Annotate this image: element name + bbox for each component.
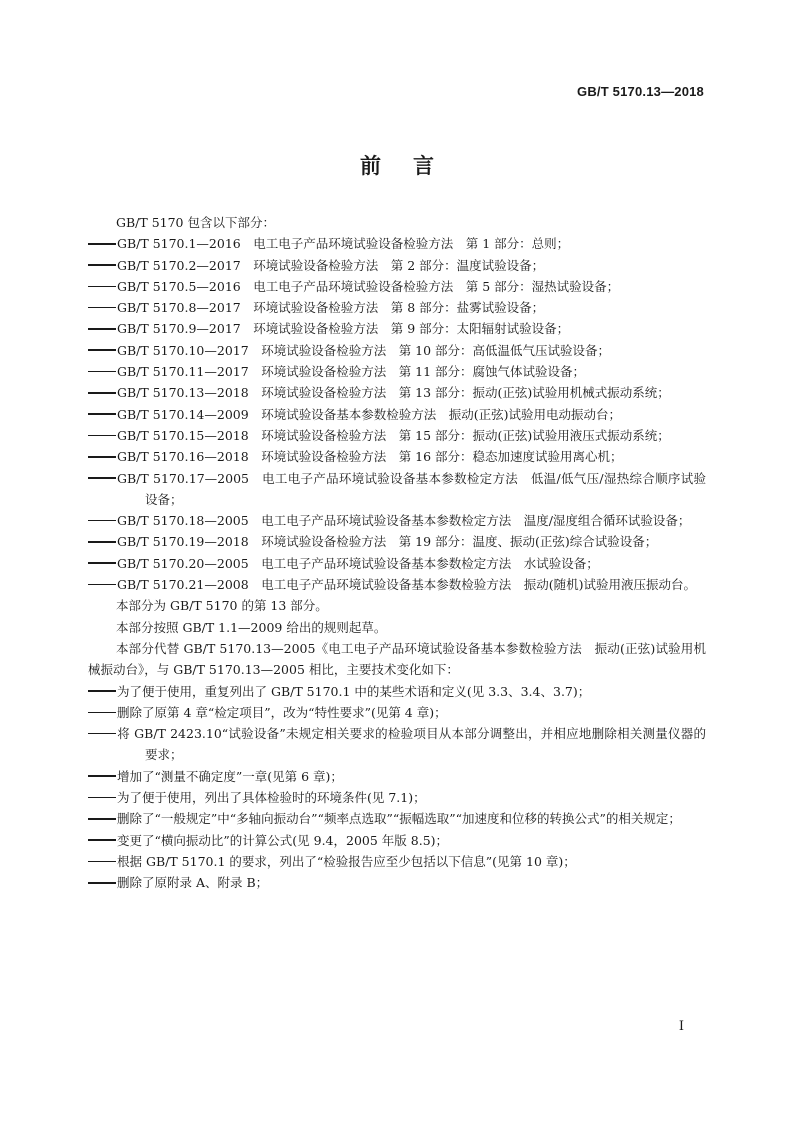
dash-marker — [88, 553, 117, 574]
parts-list-item — [88, 574, 706, 595]
part-text: GB/T 5170.10—2017 环境试验设备检验方法 第 10 部分：高低温低气压试验设备； — [117, 342, 611, 358]
page-title: 前言 — [360, 154, 466, 178]
change-text: 删除了“一般规定”中“多轴向振动台”“频率点选取”“振幅选取”“加速度和位移的转换公式”的相关规定； — [117, 811, 681, 827]
dash-marker — [88, 318, 117, 339]
change-text: 删除了原第 4 章“检定项目”，改为“特性要求”(见第 4 章)； — [117, 704, 447, 720]
change-text: 增加了“测量不确定度”一章(见第 6 章)； — [117, 768, 343, 784]
change-list-item — [88, 872, 706, 893]
change-text: 变更了“横向振动比”的计算公式(见 9.4，2005 年版 8.5)； — [117, 832, 449, 848]
change-list-item — [88, 830, 706, 851]
dash-marker — [88, 872, 117, 893]
change-text: 为了便于使用，重复列出了 GB/T 5170.1 中的某些术语和定义(见 3.3、3.4、3.7)； — [117, 683, 591, 699]
parts-list-item — [88, 446, 706, 467]
statement-replace: 本部分代替 GB/T 5170.13—2005《电工电子产品环境试验设备基本参数检验方法 振动(正弦)试验用机械振动台》，与 GB/T 5170.13—2005 相比，主要技术变化如下： — [88, 640, 706, 678]
part-text: GB/T 5170.2—2017 环境试验设备检验方法 第 2 部分：温度试验设备； — [117, 257, 545, 273]
parts-list-item — [88, 361, 706, 382]
change-text: 将 GB/T 2423.10“试验设备”未规定相关要求的检验项目从本部分调整出，并相应地删除相关测量仪器的要求； — [117, 726, 706, 763]
statement-part: 本部分为 GB/T 5170 的第 13 部分。 — [116, 598, 328, 614]
changes-list — [88, 681, 706, 894]
parts-list-item — [88, 297, 706, 318]
dash-marker — [88, 787, 117, 808]
change-list-item — [88, 702, 706, 723]
dash-marker — [88, 382, 117, 403]
parts-list-item — [88, 255, 706, 276]
standard-code: GB/T 5170.13—2018 — [577, 84, 704, 99]
part-text: GB/T 5170.20—2005 电工电子产品环境试验设备基本参数检定方法 水试验设备； — [117, 555, 599, 571]
part-text: GB/T 5170.17—2005 电工电子产品环境试验设备基本参数检定方法 低温/低气压/湿热综合顺序试验设备； — [117, 470, 706, 507]
part-text: GB/T 5170.19—2018 环境试验设备检验方法 第 19 部分：温度、振动(正弦)综合试验设备； — [117, 534, 658, 550]
parts-list-item — [88, 233, 706, 254]
dash-marker — [88, 276, 117, 297]
part-text: GB/T 5170.18—2005 电工电子产品环境试验设备基本参数检定方法 温度/湿度组合循环试验设备； — [117, 513, 691, 529]
parts-list-item — [88, 468, 706, 511]
part-text: GB/T 5170.15—2018 环境试验设备检验方法 第 15 部分：振动(正弦)试验用液压式振动系统； — [117, 427, 670, 443]
dash-marker — [88, 830, 117, 851]
change-list-item — [88, 851, 706, 872]
dash-marker — [88, 574, 117, 595]
parts-list-item — [88, 382, 706, 403]
dash-marker — [88, 233, 117, 254]
part-text: GB/T 5170.11—2017 环境试验设备检验方法 第 11 部分：腐蚀气体试验设备； — [117, 364, 586, 380]
dash-marker — [88, 404, 117, 425]
parts-list — [88, 233, 706, 595]
part-text: GB/T 5170.14—2009 环境试验设备基本参数检验方法 振动(正弦)试验用电动振动台； — [117, 406, 621, 422]
change-list-item — [88, 723, 706, 766]
part-text: GB/T 5170.13—2018 环境试验设备检验方法 第 13 部分：振动(正弦)试验用机械式振动系统； — [117, 385, 670, 401]
parts-list-item — [88, 531, 706, 552]
dash-marker — [88, 446, 117, 467]
part-text: GB/T 5170.21—2008 电工电子产品环境试验设备基本参数检验方法 振动(随机)试验用液压振动台。 — [117, 577, 696, 593]
dash-marker — [88, 468, 117, 489]
dash-marker — [88, 297, 117, 318]
dash-marker — [88, 340, 117, 361]
dash-marker — [88, 723, 117, 744]
dash-marker — [88, 766, 117, 787]
dash-marker — [88, 851, 117, 872]
foreword-body — [88, 212, 706, 894]
change-list-item — [88, 766, 706, 787]
statement-rules: 本部分按照 GB/T 1.1—2009 给出的规则起草。 — [116, 619, 387, 635]
intro-paragraph: GB/T 5170 包含以下部分： — [116, 215, 275, 230]
page-number: I — [678, 1019, 684, 1034]
parts-list-item — [88, 276, 706, 297]
part-text: GB/T 5170.16—2018 环境试验设备检验方法 第 16 部分：稳态加速度试验用离心机； — [117, 449, 623, 465]
parts-list-item — [88, 340, 706, 361]
dash-marker — [88, 510, 117, 531]
change-text: 根据 GB/T 5170.1 的要求，列出了“检验报告应至少包括以下信息”(见第 10 章)； — [117, 853, 576, 869]
dash-marker — [88, 361, 117, 382]
parts-list-item — [88, 425, 706, 446]
dash-marker — [88, 255, 117, 276]
dash-marker — [88, 425, 117, 446]
parts-list-item — [88, 553, 706, 574]
change-list-item — [88, 681, 706, 702]
parts-list-item — [88, 318, 706, 339]
change-text: 为了便于使用，列出了具体检验时的环境条件(见 7.1)； — [117, 790, 426, 806]
part-text: GB/T 5170.1—2016 电工电子产品环境试验设备检验方法 第 1 部分：总则； — [117, 236, 570, 252]
parts-list-item — [88, 510, 706, 531]
change-text: 删除了原附录 A、附录 B； — [117, 875, 269, 891]
dash-marker — [88, 702, 117, 723]
part-text: GB/T 5170.8—2017 环境试验设备检验方法 第 8 部分：盐雾试验设备； — [117, 300, 545, 316]
parts-list-item — [88, 404, 706, 425]
dash-marker — [88, 531, 117, 552]
dash-marker — [88, 808, 117, 829]
dash-marker — [88, 681, 117, 702]
part-text: GB/T 5170.5—2016 电工电子产品环境试验设备检验方法 第 5 部分：湿热试验设备； — [117, 278, 620, 294]
part-text: GB/T 5170.9—2017 环境试验设备检验方法 第 9 部分：太阳辐射试验设备； — [117, 321, 570, 337]
change-list-item — [88, 808, 706, 829]
change-list-item — [88, 787, 706, 808]
